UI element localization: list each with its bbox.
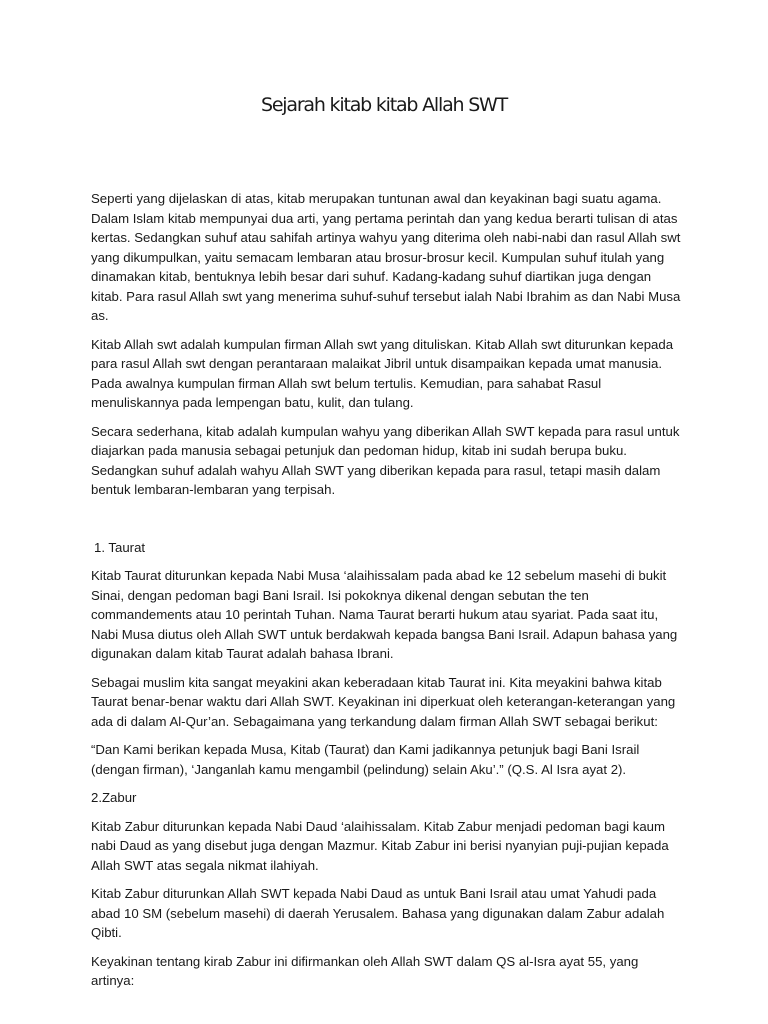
section-heading-taurat: 1. Taurat — [94, 539, 146, 555]
zabur-paragraph: Keyakinan tentang kirab Zabur ini difirmankan oleh Allah SWT dalam QS al-Isra ayat 55, yang artinya: — [91, 953, 639, 988]
intro-paragraph: Kitab Allah swt adalah kumpulan firman Allah swt yang dituliskan. Kitab Allah swt diturunkan kepada para rasul Allah swt dengan perantaraan malaikat Jibril untuk disampaikan kepada umat manusia. Pada awalnya kumpulan firman Allah swt belum tertulis. Kemudian, para sahabat Rasul menuliskannya pada lempengan batu, kulit, dan tulang. — [91, 336, 674, 410]
page-title: Sejarah kitab kitab Allah SWT — [260, 94, 508, 116]
intro-paragraph: Seperti yang dijelaskan di atas, kitab merupakan tuntunan awal dan keyakinan bagi suatu agama. Dalam Islam kitab mempunyai dua arti, yang pertama perintah dan yang kedua berarti tulisan di atas kertas. Sedangkan suhuf atau sahifah artinya wahyu yang diterima oleh nabi-nabi dan rasul Allah swt yang dikumpulkan, yaitu semacam lembaran atau brosur-brosur kecil. Kumpulan suhuf itulah yang dinamakan kitab, bentuknya lebih besar dari suhuf. Kadang-kadang suhuf diartikan juga dengan kitab. Para rasul Allah swt yang menerima suhuf-suhuf tersebut ialah Nabi Ibrahim as dan Nabi Musa as. — [91, 191, 681, 323]
taurat-quote: “Dan Kami berikan kepada Musa, Kitab (Taurat) dan Kami jadikannya petunjuk bagi Bani Israil (dengan firman), ‘Janganlah kamu mengambil (pelindung) selain Aku’.” (Q.S. Al Isra ayat 2). — [91, 742, 640, 777]
document-body — [91, 189, 681, 1000]
taurat-paragraph: Sebagai muslim kita sangat meyakini akan keberadaan kitab Taurat ini. Kita meyakini bahwa kitab Taurat benar-benar waktu dari Allah SWT. Keyakinan ini diperkuat oleh keterangan-keterangan yang ada di dalam Al-Qur’an. Sebagaimana yang terkandung dalam firman Allah SWT sebagai berikut: — [91, 674, 676, 729]
zabur-paragraph: Kitab Zabur diturunkan Allah SWT kepada Nabi Daud as untuk Bani Israil atau umat Yahudi pada abad 10 SM (sebelum masehi) di daerah Yerusalem. Bahasa yang digunakan dalam Zabur adalah Qibti. — [91, 886, 665, 940]
zabur-paragraph: Kitab Zabur diturunkan kepada Nabi Daud ‘alaihissalam. Kitab Zabur menjadi pedoman bagi kaum nabi Daud as yang disebut juga dengan Mazmur. Kitab Zabur ini berisi nyanyian puji-pujian kepada Allah SWT atas segala nikmat ilahiyah. — [91, 818, 669, 873]
intro-paragraph: Secara sederhana, kitab adalah kumpulan wahyu yang diberikan Allah SWT kepada para rasul untuk diajarkan pada manusia sebagai petunjuk dan pedoman hidup, kitab ini sudah berupa buku. Sedangkan suhuf adalah wahyu Allah SWT yang diberikan kepada para rasul, tetapi masih dalam bentuk lembaran-lembaran yang terpisah. — [91, 423, 680, 497]
taurat-paragraph: Kitab Taurat diturunkan kepada Nabi Musa ‘alaihissalam pada abad ke 12 sebelum masehi di bukit Sinai, dengan pedoman bagi Bani Israil. Isi pokoknya dikenal dengan sebutan the ten commandements atau 10 perintah Tuhan. Nama Taurat berarti hukum atau syariat. Pada saat itu, Nabi Musa diutus oleh Allah SWT untuk berdakwah kepada bangsa Bani Israil. Adapun bahasa yang digunakan dalam kitab Taurat adalah bahasa Ibrani. — [91, 568, 678, 661]
section-heading-zabur: 2.Zabur — [91, 790, 137, 805]
